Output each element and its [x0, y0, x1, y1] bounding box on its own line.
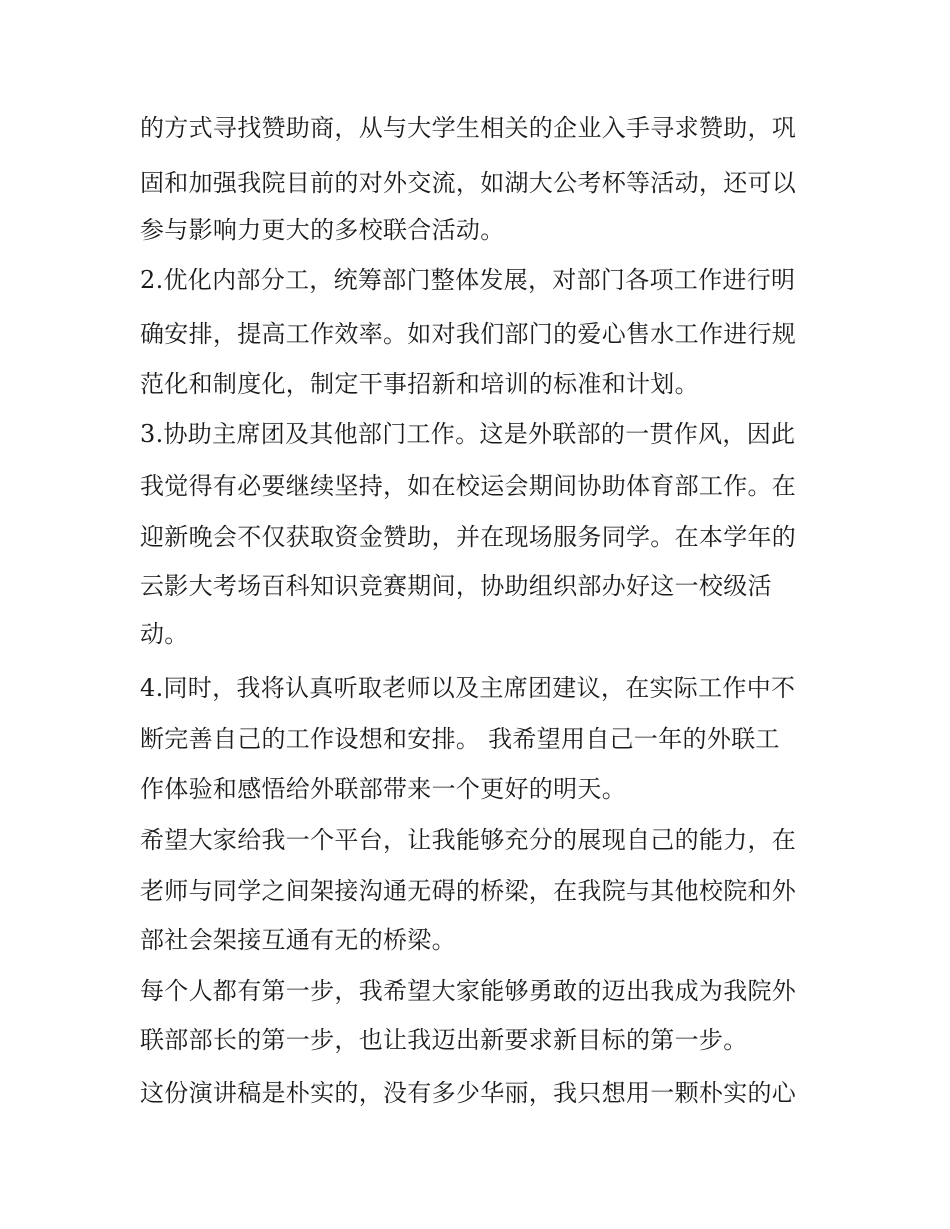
text-line: 迎新晚会不仅获取资金赞助，并在现场服务同学。在本学年的: [140, 523, 797, 551]
text-line: 我觉得有必要继续坚持，如在校运会期间协助体育部工作。在: [140, 472, 797, 500]
text-line: 动。: [140, 620, 189, 648]
text-line: 部社会架接互通有无的桥梁。: [140, 926, 456, 954]
text-line: 3.协助主席团及其他部门工作。这是外联部的一贯作风，因此: [140, 420, 796, 448]
text-line: 希望大家给我一个平台，让我能够充分的展现自己的能力，在: [140, 826, 797, 854]
text-line: 老师与同学之间架接沟通无碍的桥梁，在我院与其他校院和外: [140, 877, 797, 905]
text-line: 作体验和感悟给外联部带来一个更好的明天。: [140, 775, 626, 803]
text-line: 断完善自己的工作设想和安排。 我希望用自己一年的外联工: [140, 725, 780, 753]
text-line: 参与影响力更大的多校联合活动。: [140, 216, 505, 244]
text-line: 范化和制度化，制定干事招新和培训的标准和计划。: [140, 370, 699, 398]
text-line: 2.优化内部分工，统筹部门整体发展，对部门各项工作进行明: [140, 266, 796, 294]
text-line: 确安排，提高工作效率。如对我们部门的爱心售水工作进行规: [140, 320, 797, 348]
text-line: 每个人都有第一步，我希望大家能够勇敢的迈出我成为我院外: [140, 977, 797, 1005]
text-line: 的方式寻找赞助商，从与大学生相关的企业入手寻求赞助，巩: [140, 114, 797, 142]
text-line: 这份演讲稿是朴实的，没有多少华丽，我只想用一颗朴实的心: [140, 1079, 797, 1107]
text-line: 云影大考场百科知识竞赛期间，协助组织部办好这一校级活: [140, 572, 772, 600]
text-line: 固和加强我院目前的对外交流，如湖大公考杯等活动，还可以: [140, 169, 797, 197]
text-line: 4.同时，我将认真听取老师以及主席团建议，在实际工作中不: [140, 674, 796, 702]
text-line: 联部部长的第一步，也让我迈出新要求新目标的第一步。: [140, 1026, 748, 1054]
